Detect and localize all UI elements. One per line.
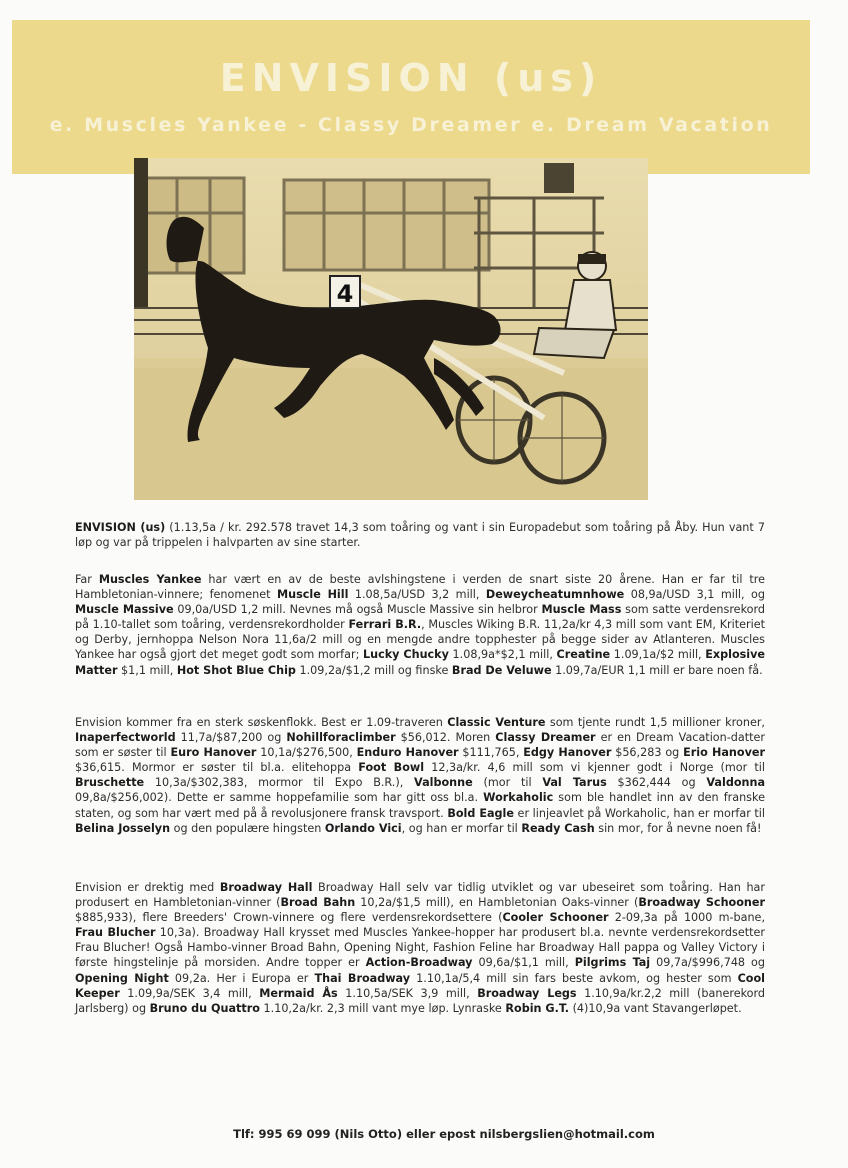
bold-name: Enduro Hanover <box>356 746 459 760</box>
bold-name: Broadway Hall <box>219 881 313 894</box>
bold-name: Inaperfectworld <box>75 731 176 745</box>
bold-name: Euro Hanover <box>170 746 257 760</box>
bold-name: Thai Broadway <box>314 971 411 985</box>
bold-name: Hot Shot Blue Chip <box>176 663 296 677</box>
paragraph-intro-text: ENVISION (us) (1.13,5a / kr. 292.578 travet 14,3 som toåring og vant i sin Europadebut som toåring på Åby. Hun vant 7 løp og var på trippelen i halvparten av sine starter. <box>75 521 765 550</box>
bold-name: Opening Night <box>75 971 169 985</box>
bold-name: Muscles Yankee <box>98 573 202 586</box>
paragraph-intro <box>75 520 765 550</box>
bold-name: Foot Bowl <box>358 761 425 775</box>
contact-footer: Tlf: 995 69 099 (Nils Otto) eller epost nilsbergslien@hotmail.com <box>233 1127 655 1141</box>
bold-name: Broadway Legs <box>477 986 577 1000</box>
bold-name: Brad De Veluwe <box>451 663 552 677</box>
trotting-horse-illustration <box>134 158 648 500</box>
bold-name: Muscle Mass <box>541 603 622 617</box>
bold-name: Ferrari B.R. <box>348 618 422 632</box>
paragraph-family-text: Envision kommer fra en sterk søskenflokk. Best er 1.09-traveren Classic Venture som tjente rundt 1,5 millioner kroner, Inaperfectworld 11,7a/$87,200 og Nohillforaclimber $56,012. Moren Classy Dreamer er en Dream Vacation-datter som er søster til Euro Hanover 10,1a/$276,500, Enduro Hanover $111,765, Edgy Hanover $56,283 og Erio Hanover $36,615. Mormor er søster til bl.a. elitehoppa Foot Bowl 12,3a/kr. 4,6 mill som vi kjenner godt i Norge (mor til Bruschette 10,3a/$302,383, mormor til Expo B.R.), Valbonne (mor til Val Tarus $362,444 og Valdonna 09,8a/$256,002). Dette er samme hoppefamilie som har gitt oss bl.a. Workaholic som ble handlet inn av den franske staten, og som har vært med på å revolusjonere fransk travsport. Bold Eagle er linjeavlet på Workaholic, han er morfar til Belina Josselyn og den populære hingsten Orlando Vici, og han er morfar til Ready Cash sin mor, for å nevne noen få! <box>75 716 766 835</box>
bold-name: Bruno du Quattro <box>149 1001 260 1015</box>
bold-name: Deweycheatumnhowe <box>485 588 625 602</box>
bold-name: Ready Cash <box>521 821 595 835</box>
bold-name: Classy Dreamer <box>495 731 596 745</box>
bold-name: Explosive Matter <box>75 648 766 677</box>
pedigree-subtitle: e. Muscles Yankee - Classy Dreamer e. Dream Vacation <box>49 114 773 136</box>
bold-name: Muscle Hill <box>276 588 349 602</box>
bold-name: Val Tarus <box>542 776 607 790</box>
bold-name: Lucky Chucky <box>362 648 449 662</box>
bold-name: Cooler Schooner <box>502 911 609 925</box>
bold-name: Broadway Schooner <box>638 896 765 910</box>
bold-name: Action-Broadway <box>365 956 473 970</box>
bold-name: Orlando Vici <box>324 821 402 835</box>
paragraph-family <box>75 715 765 836</box>
bold-name: Valdonna <box>706 776 765 790</box>
bold-name: Belina Josselyn <box>75 821 171 835</box>
title-banner <box>12 20 810 174</box>
paragraph-sire <box>75 572 765 678</box>
horse-photo <box>134 158 648 500</box>
bold-name: Erio Hanover <box>683 746 765 760</box>
paragraph-in-foal-text: Envision er drektig med Broadway Hall Broadway Hall selv var tidlig utviklet og var ubeseiret som toåring. Han har produsert en Hambletonian-vinner (Broad Bahn 10,2a/$1,5 mill), en Hambletonian Oaks-vinner (Broadway Schooner $885,933), flere Breeders' Crown-vinnere og flere verdensrekordsettere (Cooler Schooner 2-09,3a på 1000 m-bane, Frau Blucher 10,3a). Broadway Hall krysset med Muscles Yankee-hopper har produsert bl.a. nevnte verdensrekordsetter Frau Blucher! Også Hambo-vinner Broad Bahn, Opening Night, Fashion Feline har Broadway Hall pappa og Valley Victory i første hingstelinje på morsiden. Andre topper er Action-Broadway 09,6a/$1,1 mill, Pilgrims Taj 09,7a/$996,748 og Opening Night 09,2a. Her i Europa er Thai Broadway 1.10,1a/5,4 mill sin fars beste avkom, og hester som Cool Keeper 1.09,9a/SEK 3,4 mill, Mermaid Ås 1.10,5a/SEK 3,9 mill, Broadway Legs 1.10,9a/kr.2,2 mill (banerekord Jarlsberg) og Bruno du Quattro 1.10,2a/kr. 2,3 mill vant mye løp. Lynraske Robin G.T. (4)10,9a vant Stavangerløpet. <box>75 881 766 1015</box>
paragraph-in-foal <box>75 880 765 1016</box>
paragraph-sire-text: Far Muscles Yankee har vært en av de beste avlshingstene i verden de snart siste 20 årene. Han er far til tre Hambletonian-vinnere; fenomenet Muscle Hill 1.08,5a/USD 3,2 mill, Deweycheatumnhowe 08,9a/USD 3,1 mill, og Muscle Massive 09,0a/USD 1,2 mill. Nevnes må også Muscle Massive sin helbror Muscle Mass som satte verdensrekord på 1.10-tallet som toåring, verdensrekordholder Ferrari B.R., Muscles Wiking B.R. 11,2a/kr 4,3 mill som vant EM, Kriteriet og Derby, jernhoppa Nelson Nora 11,6a/2 mill og en mengde andre topphester på begge sider av Atlanteren. Muscles Yankee har også gjort det meget godt som morfar; Lucky Chucky 1.08,9a*$2,1 mill, Creatine 1.09,1a/$2 mill, Explosive Matter $1,1 mill, Hot Shot Blue Chip 1.09,2a/$1,2 mill og finske Brad De Veluwe 1.09,7a/EUR 1,1 mill er bare noen få. <box>75 573 766 677</box>
bold-name: Valbonne <box>414 776 473 790</box>
bold-name: Workaholic <box>483 791 554 805</box>
bold-name: Pilgrims Taj <box>574 956 651 970</box>
bold-name: Nohillforaclimber <box>286 731 396 745</box>
horse-name-title: ENVISION (us) <box>219 56 603 100</box>
saddle-number: 4 <box>336 280 354 308</box>
bold-name: ENVISION (us) <box>75 521 166 534</box>
bold-name: Broad Bahn <box>280 896 356 910</box>
bold-name: Edgy Hanover <box>523 746 612 760</box>
bold-name: Mermaid Ås <box>259 986 338 1000</box>
bold-name: Robin G.T. <box>505 1001 570 1015</box>
bold-name: Frau Blucher <box>75 926 156 940</box>
bold-name: Cool Keeper <box>75 971 766 1000</box>
bold-name: Classic Venture <box>447 716 546 729</box>
bold-name: Muscle Massive <box>75 603 174 617</box>
bold-name: Creatine <box>556 648 611 662</box>
bold-name: Bold Eagle <box>447 806 514 820</box>
bold-name: Bruschette <box>75 776 145 790</box>
